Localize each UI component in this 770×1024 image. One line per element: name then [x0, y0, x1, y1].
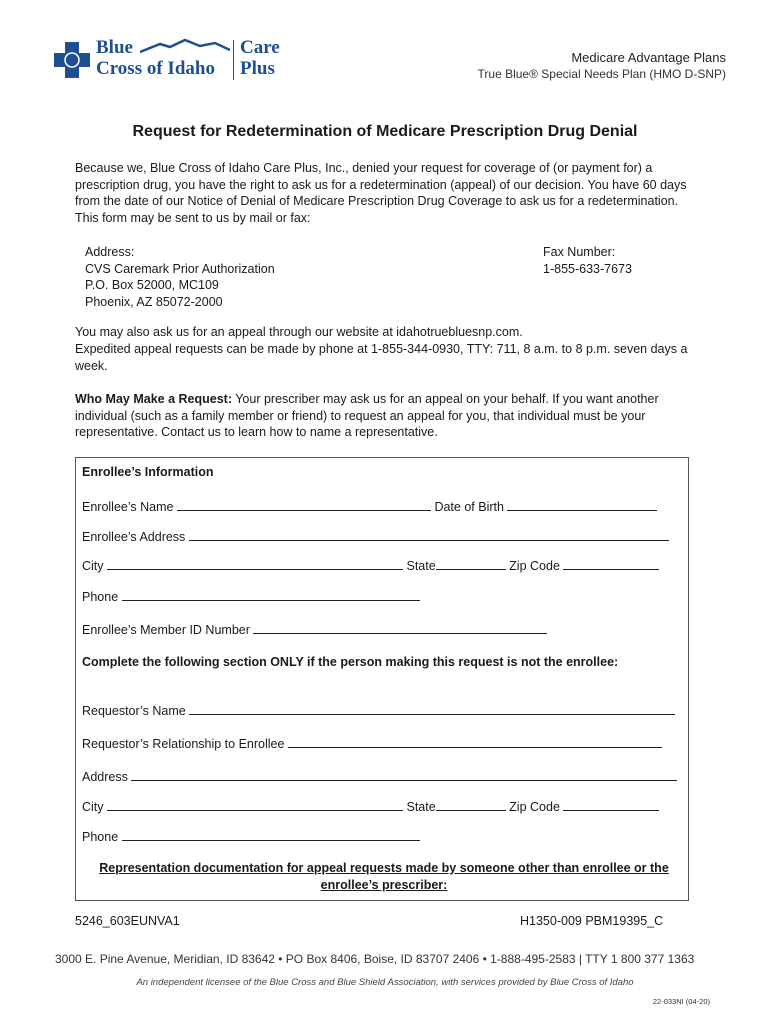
member-id-label: Enrollee’s Member ID Number — [82, 623, 250, 637]
fax-block — [543, 244, 632, 277]
requestor-address-label: Address — [82, 770, 128, 784]
logo-text-plus: Plus — [240, 58, 275, 79]
intro-paragraph: Because we, Blue Cross of Idaho Care Plus, Inc., denied your request for coverage of (or payment for) a prescription drug, you have the right to ask us for a redetermination (appeal) of our decision. You have 60 days from the date of our Notice of Denial of Medicare Prescription Drug Coverage to ask us for a redetermination. This form may be sent to us by mail or fax: — [75, 161, 687, 225]
plan-subtitle: True Blue® Special Needs Plan (HMO D-SNP) — [477, 67, 726, 81]
member-id-row — [82, 621, 547, 637]
city-field[interactable] — [107, 557, 403, 570]
who-text: Your prescriber may ask us for an appeal on your behalf. If you want another individual (such as a family member or friend) to request an appeal for you, that individual must be your representative. Contact us to learn how to name a representative. — [75, 392, 659, 439]
zip-field[interactable] — [563, 557, 659, 570]
who-may-request-paragraph — [75, 391, 695, 441]
expedited-line: Expedited appeal requests can be made by phone at 1-855-344-0930, TTY: 711, 8 a.m. to 8 p.m. seven days a week. — [75, 342, 688, 373]
address-line1: CVS Caremark Prior Authorization — [85, 261, 275, 276]
blue-cross-logo-icon — [52, 40, 92, 80]
page-title: Request for Redetermination of Medicare Prescription Drug Denial — [132, 123, 638, 140]
website-line: You may also ask us for an appeal through our website at idahotruebluesnp.com. — [75, 325, 523, 339]
requestor-relationship-label: Requestor’s Relationship to Enrollee — [82, 737, 285, 751]
fax-number: 1-855-633-7673 — [543, 261, 632, 276]
enrollee-name-row — [82, 498, 657, 514]
requestor-address-field[interactable] — [131, 768, 677, 781]
member-id-field[interactable] — [253, 621, 547, 634]
requestor-name-field[interactable] — [189, 702, 675, 715]
requestor-address-row — [82, 768, 677, 784]
address-line3: Phoenix, AZ 85072-2000 — [85, 294, 223, 309]
state-field[interactable] — [436, 557, 506, 570]
requestor-city-field[interactable] — [107, 798, 403, 811]
logo-divider — [233, 40, 234, 80]
dob-label: Date of Birth — [434, 500, 504, 514]
enrollee-address-label: Enrollee’s Address — [82, 530, 186, 544]
requestor-relationship-row — [82, 735, 662, 751]
city-label: City — [82, 559, 104, 573]
requestor-state-label: State — [406, 800, 436, 814]
zip-label: Zip Code — [509, 559, 560, 573]
form-code-left: 5246_603EUNVA1 — [75, 914, 180, 928]
address-line2: P.O. Box 52000, MC109 — [85, 278, 219, 292]
enrollee-address-field[interactable] — [189, 528, 669, 541]
section-title-enrollee: Enrollee’s Information — [82, 465, 214, 479]
enrollee-phone-row — [82, 588, 420, 604]
requestor-phone-row — [82, 828, 420, 844]
phone-field[interactable] — [122, 588, 420, 601]
logo-text-care: Care — [240, 37, 280, 58]
footer-code: 22-033NI (04-20) — [652, 997, 710, 1006]
enrollee-city-row — [82, 557, 659, 573]
enrollee-name-field[interactable] — [177, 498, 431, 511]
address-label: Address: — [85, 245, 135, 259]
fax-label: Fax Number: — [543, 245, 616, 259]
representation-heading: Representation documentation for appeal requests made by someone other than enrollee or the enrollee’s prescriber: — [99, 861, 669, 892]
phone-label: Phone — [82, 590, 119, 604]
requestor-city-label: City — [82, 800, 104, 814]
requestor-zip-label: Zip Code — [509, 800, 560, 814]
requestor-name-row — [82, 702, 675, 718]
requestor-note: Complete the following section ONLY if the person making this request is not the enrollee: — [82, 655, 619, 669]
requestor-phone-label: Phone — [82, 830, 119, 844]
requestor-zip-field[interactable] — [563, 798, 659, 811]
plan-title: Medicare Advantage Plans — [571, 50, 726, 65]
requestor-city-row — [82, 798, 659, 814]
dob-field[interactable] — [507, 498, 657, 511]
mail-address-block — [85, 244, 275, 310]
requestor-name-label: Requestor’s Name — [82, 704, 186, 718]
footer-license: An independent licensee of the Blue Cross and Blue Shield Association, with services provided by Blue Cross of Idaho — [136, 977, 634, 988]
requestor-phone-field[interactable] — [122, 828, 420, 841]
state-label: State — [406, 559, 436, 573]
form-code-right: H1350-009 PBM19395_C — [520, 914, 664, 928]
mountain-logo-icon — [140, 38, 230, 54]
requestor-relationship-field[interactable] — [288, 735, 662, 748]
enrollee-name-label: Enrollee’s Name — [82, 500, 174, 514]
who-label: Who May Make a Request: — [75, 392, 232, 406]
logo-text-blue: Blue — [96, 37, 133, 58]
requestor-state-field[interactable] — [436, 798, 506, 811]
logo-text-cross: Cross of Idaho — [96, 58, 215, 79]
footer-address: 3000 E. Pine Avenue, Meridian, ID 83642 • PO Box 8406, Boise, ID 83707 2406 • 1-888-495-2583 | TTY 1 800 377 1363 — [55, 952, 695, 966]
enrollee-address-row — [82, 528, 669, 544]
